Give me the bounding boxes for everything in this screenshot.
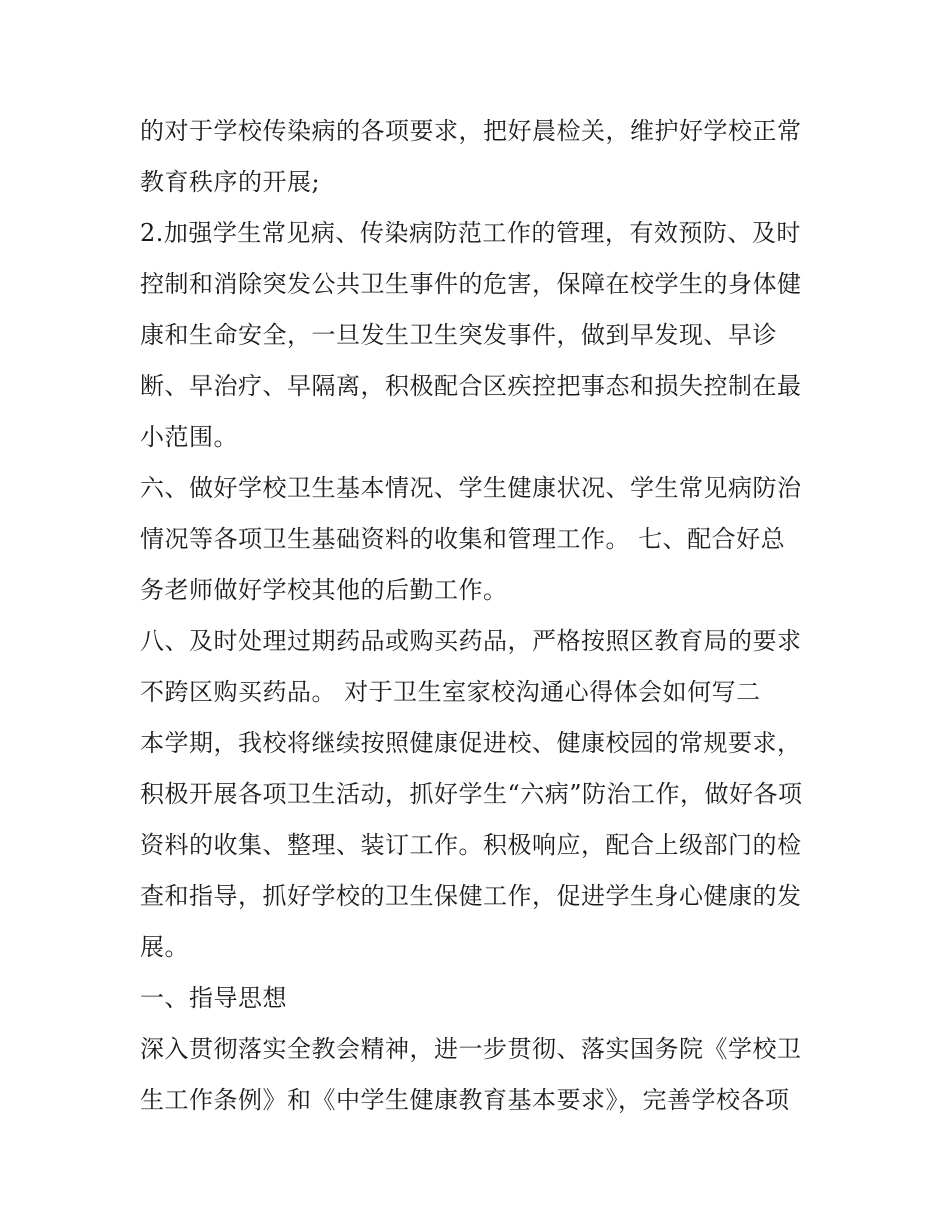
- text-line: 教育秩序的开展;: [140, 168, 321, 196]
- text-line: 小范围。: [140, 423, 238, 451]
- text-line: 六、做好学校卫生基本情况、学生健康状况、学生常见病防治: [140, 474, 802, 502]
- section-heading: 一、指导思想: [140, 984, 287, 1012]
- text-line: 情况等各项卫生基础资料的收集和管理工作。 七、配合好总: [140, 525, 786, 553]
- text-line: 查和指导，抓好学校的卫生保健工作，促进学生身心健康的发: [140, 882, 802, 910]
- text-line: 2.加强学生常见病、传染病防范工作的管理，有效预防、及时: [140, 219, 801, 247]
- document-body: [140, 106, 820, 1126]
- text-line: 生工作条例》和《中学生健康教育基本要求》，完善学校各项: [140, 1086, 790, 1114]
- text-line: 积极开展各项卫生活动，抓好学生“六病”防治工作，做好各项: [140, 780, 803, 808]
- text-line: 控制和消除突发公共卫生事件的危害，保障在校学生的身体健: [140, 270, 802, 298]
- text-line: 八、及时处理过期药品或购买药品，严格按照区教育局的要求: [140, 627, 802, 655]
- text-line: 断、早治疗、早隔离，积极配合区疾控把事态和损失控制在最: [140, 372, 802, 400]
- text-line: 深入贯彻落实全教会精神，进一步贯彻、落实国务院《学校卫: [140, 1035, 802, 1063]
- text-line: 不跨区购买药品。 对于卫生室家校沟通心得体会如何写二: [140, 678, 761, 706]
- text-line: 本学期，我校将继续按照健康促进校、健康校园的常规要求，: [140, 729, 802, 757]
- text-line: 资料的收集、整理、装订工作。积极响应，配合上级部门的检: [140, 831, 802, 859]
- text-line: 展。: [140, 933, 189, 961]
- text-line: 的对于学校传染病的各项要求，把好晨检关，维护好学校正常: [140, 117, 802, 145]
- text-line: 康和生命安全，一旦发生卫生突发事件，做到早发现、早诊: [140, 321, 777, 349]
- text-line: 务老师做好学校其他的后勤工作。: [140, 576, 508, 604]
